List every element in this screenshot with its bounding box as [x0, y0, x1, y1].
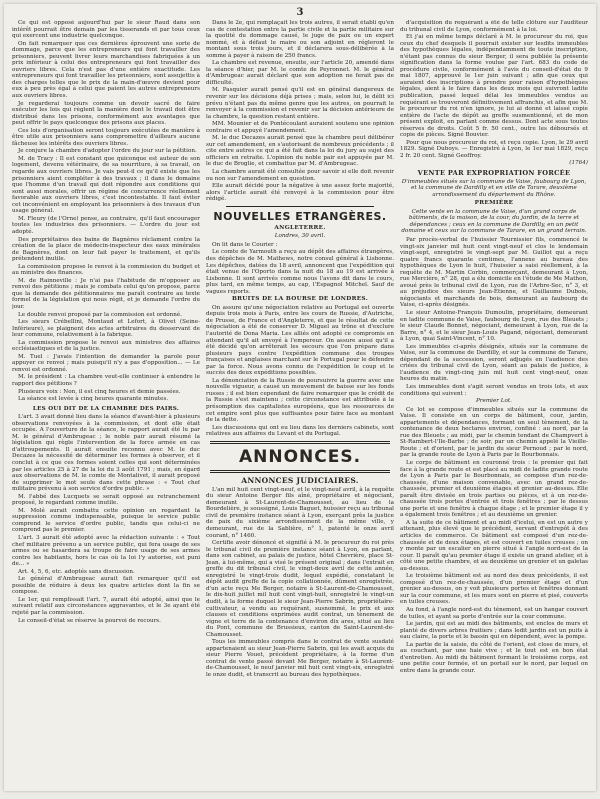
article-paragraph: La chambre est revenue, ensuite, sur l'article 20, amendé dans la séance d'hier, par M. le comte de Peyronnet. M. le général d'Ambrugeac aurait déclaré que son adoption ne ferait pas de difficulté. — [206, 60, 394, 86]
article-paragraph: M. de Rainneville : Je n'ai pas l'habitude de m'opposer au renvoi des pétitions ; mais je combats celui qu'on propose, parce que la demande des pétitionnaires me paraît contraire au texte formel de la législation qui nous régit, et je demande l'ordre du jour. — [12, 277, 200, 310]
article-paragraph: Art. 4, 5, 6, etc. adoptés sans discussion. — [18, 568, 135, 575]
article-paragraph: Des propriétaires des bains de Bagnères réclament contre la création de la place de médecin-inspecteur des eaux minérales de Bagnères, dont on leur fait payer le traitement, et qu'ils prétendent inutile. — [12, 236, 200, 263]
reference-number: (1764) — [569, 160, 588, 167]
column-2-paragraphs-2 — [206, 242, 394, 295]
column-2-paragraphs — [206, 20, 394, 203]
article-paragraph: On lit dans le Courier : — [212, 241, 278, 248]
subhead-bourse-londres: BRUITS DE LA BOURSE DE LONDRES. — [231, 296, 369, 303]
article-paragraph: Elle aurait décidé pour la négative à une assez forte majorité, alors l'article aurait été renvoyé à la commission pour être rédigé. — [206, 183, 394, 203]
announcement-paragraph: La partie de la saisie, du côté de l'orient, est close de murs, et au couchant, par une haie vive ; et le tout est en bon état d'entretien. Au midi du bâtiment formant le troisième corps, est une petite cour fermée, et un portail sur le nord, par lequel on entre dans la grande cour. — [400, 641, 588, 674]
column-2-paragraphs-4 — [206, 487, 394, 679]
headline-nouvelles-etrangeres: NOUVELLES ETRANGÈRES. — [213, 209, 387, 223]
divider — [226, 206, 374, 207]
announcement-paragraph: d'acquisition du requérant a été de telle clôture sur l'auditeur du tribunal civil de Lyon, conformément à la loi. — [400, 20, 588, 33]
column-3-paragraphs-3 — [400, 407, 588, 675]
dateline-londres: Londres, 30 avril. — [274, 233, 326, 240]
article-paragraph: M. Molé aurait combattu cette opinion en regardant la suppression comme indispensable, puisque le service public comprend le service d'ordre public, tandis que celui-ci ne comprend pas le premier. — [12, 507, 200, 534]
section-title-chambre-des-pairs: LES OUI DIT DE LA CHAMBRE DES PAIRS. — [32, 405, 180, 412]
announcement-paragraph: Par procès-verbal de l'huissier Tournissier fils, commencé le vingt-six janvier mil huit cent vingt-neuf et clos le lendemain vingt-sept, enregistré le vingt-sept par M. Guillot qui a reçu quatre francs quarante centimes, l'annexe au bureau des hypothèques de Lyon le huit, l'huissier a saisi réellement, à la requête de M. Martin Corbin, commerçant, demeurant à Lyon, rue Mercière, n° 28, qui a élu domicile en l'étude de Me Mathon, avoué près le tribunal civil de Lyon, rue de l'Arbre-Sec, n° 3, et au préjudice des sieurs Jean-Étienne, et Guillaume Dubois, négociants et marchands de bois, demeurant au faubourg de Vaise, ci-après désignés. — [400, 236, 588, 309]
subhead-immeubles: D'immeubles situés sur la commune de Vaise, faubourg de Lyon, et la commune de Dardilly et en ville de Tarare, deuxième arrondissement du département du Rhône. — [401, 178, 587, 198]
article-paragraph: M. le duc Decazes aurait pensé que la chambre peut délibérer sur cet amendement, en s'autorisant de nombreux précédents ; il cite entre autres ce qui a été fait dans la loi du jury au sujet des officiers en retraite. L'opinion du noble pair est appuyée par M. le duc de Broglie, et combattue par M. d'Ambrugeac. — [206, 135, 394, 168]
article-paragraph: Je regarderai toujours comme un devoir sacré de faire exécuter les lois qui règlent la manière dont le travail doit être distribué dans les prisons, conformément aux avantages que peut offrir le pays quelconque des prisons aux places. — [12, 100, 200, 127]
column-3 — [400, 20, 588, 785]
article-paragraph: La séance est levée à cinq heures quarante minutes. — [18, 396, 169, 403]
article-paragraph: MM. Mounier et de Pontécoulant auraient soutenu une opinion contraire et appuyé l'amendement. — [206, 121, 394, 134]
article-paragraph: Plusieurs voix : Non, il est cinq heures et demie passées. — [18, 388, 181, 395]
article-paragraph: On assure qu'une négociation relative au Portugal est ouverte depuis trois mois à Paris, entre les cours de Russie, d'Autriche, de Prusse, de France et d'Angleterre, et que le résultat de cette négociation a été de conserver D. Miguel au trône et d'exclure l'autorité de Dona Maria. Les alliés ont adopté ce compromis en attendant qu'il ait envoyé à l'empereur. On assure aussi qu'il a été décidé qu'on arrêterait les secours que l'on prépare dans plusieurs pays contre l'expédition commune des troupes françaises et anglaises marchant sur le Portugal pour le défendre par la force. Nous avons connu de l'expédition le coup et le succès des deux expéditions possibles. — [206, 304, 394, 377]
announcement-paragraph: Les immeubles ci-après désignés, situés sur la commune de Vaise, sur la commune de Dardilly, et sur la commune de Tarare, dépendant de la succession, seront adjugés en l'audience des criées du tribunal civil de Lyon, séant au palais de justice, à l'audience du vingt-cinq juin mil huit cent vingt-neuf, onze heures du matin. — [400, 343, 588, 383]
announcement-paragraph: L'an mil huit cent vingt-neuf, et le vingt-neuf avril, à la requête du sieur Antoine Berger fils aîné, propriétaire et négociant, demeurant à St-Laurent-de-Chamousset, au lieu de la Bourdelière, je soussigné, Louis Baguet, huissier reçu au tribunal civil de première instance séant à Lyon, exerçant près la justice de paix du sixième arrondissement de la même ville, y demeurant, rue de la Sablière, n° 1, patenté le onze avril courant, n° 1460. — [206, 486, 394, 539]
column-3-paragraphs-2 — [400, 237, 588, 397]
article-paragraph: M. Pasquier aurait pensé qu'il est en général dangereux de revenir sur les décisions déjà prises ; mais, selon lui, le délit ici prévu n'étant pas du même genre que les autres, on pourrait le renvoyer à la commission et revenir sur la décision antérieure de la chambre, la question restant entière. — [206, 87, 394, 120]
article-paragraph: Le conseil-d'état se réserve la pourvoi de recours. — [18, 617, 161, 624]
article-paragraph: La chambre aurait été consultée pour savoir si elle doit revenir ou non sur l'amendement en question. — [206, 169, 394, 182]
column-3-paragraphs — [400, 20, 588, 159]
article-paragraph: Le général d'Ambrugeac aurait fait remarquer qu'il est possible de réduire à deux les quatre articles dont la fin se compose. — [12, 576, 200, 596]
article-paragraph: Ces lois d'organisation seront toujours exécutées de manière à être utile aux prisonniers sans compromettre d'ailleurs aucune fâcheuse les intérêts des ouvriers libres. — [12, 127, 200, 147]
article-paragraph: M. le président : La chambre veut-elle continuer à entendre le rapport des pétitions ? — [12, 374, 200, 387]
article-paragraph: Le comte de Yarmouth a reçu au dépôt des affaires étrangères, des dépêches de M. Mathews, notre consul général à Lisbonne. Les dépêches, datées du 18 avril, annoncent que l'expédition qui était venue de l'Oporto dans la nuit du 18 au 19 est arrivée à Lisbonne. Il sont arrivés comme nous l'avons dit dans le cours, plus tard, en même temps, au cap, l'Espagnol Mitchel. Sauf de vagues reports. — [206, 249, 394, 295]
article-paragraph: M. Tuel : J'avais l'intention de demander la parole pour appuyer ce renvoi ; mais puisqu'il n'y a pas d'opposition... — Le renvoi est ordonné. — [12, 353, 200, 373]
announcement-paragraph: Le sieur Antoine-François Dumoulin, propriétaire, demeurant en ladite commune de Vaise, faubourg de Lyon, rue des Bleuets ; le sieur Claude Bonnet, négociant, demeurant à Lyon, rue de la Barre, n° 4, et le sieur Jean-Louis Pagand, négociant, demeurant à Lyon, quai Saint-Vincent, n° 10. — [400, 309, 588, 343]
column-1-paragraphs — [12, 20, 200, 403]
announcement-paragraph: Au fond, à l'angle nord-est du ténement, est un hangar couvert de tuiles, et ayant sa porte d'entrée sur la cour commune. — [400, 607, 588, 620]
column-1 — [12, 20, 200, 785]
column-1-paragraphs-2 — [12, 414, 200, 624]
subhead-vente-description: Cette vente en la commune de Vaise, d'un grand corps de bâtiments, de la maison, de la cour, du jardin, de la terre et dépendances ; ceux en la commune de Dardilly, en un petit domaine et ceux sur la commune de Tarare, en un grand terrain. — [401, 208, 587, 235]
column-2-paragraphs-3 — [206, 305, 394, 438]
subhead-angleterre: ANGLETERRE. — [274, 224, 326, 231]
announcement-paragraph: Ce lot se compose d'immeubles situés sur la commune de Vaise. Il consiste en un corps de bâtiment, cour, jardin, appartements et dépendances, formant un seul tènement, de la contenance de deux hectares environ, confiné : au nord, par la rue des Bleuets ; au midi, par le chemin tendant de Champvert à St-Rambert-l'Ile-Barbe ; de soir, par un chemin appelé la Vieille-Route ; et d'orient, par le jardin du sieur Pernoud ; par le nord, par la grande route de Lyon à Paris par le Bourbonnais. — [400, 406, 588, 459]
article-paragraph: L'art. 3 avait donné lieu dans la séance d'avant-hier à plusieurs observations renvoyées à la commission, et dont elle était occupée. A l'ouverture de la séance, le rapport aurait été lu par M. le général d'Ambrugeac ; le noble pair aurait résumé la législation qui règle l'intervention de la force armée en cas d'attroupements. Il aurait ensuite reconnu avec M. le duc Decazes la nécessité de déterminer les formes à observer, et il conclut à ce que ces formes soient celles qui sont déterminées par les articles 25 à 27 de la loi du 3 août 1791 ; mais, en égard aux observations de M. le comte de Montalivet, il aurait proposé de supprimer le mot seule dans cette phrase : « Tout chef militaire prévenu à son service d'ordre public. » — [12, 414, 200, 493]
headline-vente-expropriation: VENTE PAR EXPROPRIATION FORCÉE — [417, 169, 571, 178]
announcement-paragraph: Certifie avoir dénoncé et signifié à M. le procureur du roi près le tribunal civil de première instance séant à Lyon, en parlant, dans son cabinet, au palais de justice, hôtel Chevrière, place St-Jean, à lui-même, qui a visé le présent original ; dans l'extrait en greffe du dit tribunal civil, le vingt-deux avril de cette année, enregistré le vingt-trois dudit, lequel expédié, constatant le dépôt audit greffe de la copie collationnée, dûment enregistrée, d'un acte reçu Me Berger, notaire à St-Laurent-de-Chamousset, le dix-huit juillet mil huit cent vingt-huit, enregistré le vingt-un dudit, à la forme duquel le sieur Jean-Pierre Sabrin, propriétaire-cultivateur, a vendu au requérant, susnommé, le prix et aux clauses et conditions exprimées audit contrat, un tènement de vigne et terre de la contenance d'environ dix ares, situé au lieu du Pont, commune de Brussieux, canton de Saint-Laurent-de-Chamousset. — [206, 540, 394, 638]
divider-double — [210, 441, 390, 444]
announcement-paragraph: Pour que nous procureur du roi, et reçu copie. Lyon, le 29 avril 1829. Signé Duboys. — Enregistré à Lyon, le 1er mai 1829, reçu 2 fr. 20 cent. Signé Geoffroy. — [400, 139, 588, 159]
headline-annonces: ANNONCES. — [238, 446, 362, 467]
label-premier-lot: Premier Lot. — [476, 398, 512, 405]
announcement-paragraph: Les immeubles dont s'agit seront vendus en trois lots, et aux conditions qui suivent : — [400, 383, 588, 397]
headline-annonces-judiciaires: ANNONCES JUDICIAIRES. — [241, 475, 359, 485]
announcement-paragraph: Le jardin, qui est au midi des bâtiments, est enclos de murs et planté de divers arbres fruitiers ; dans ledit jardin est un puits à eau claire, la porte et le bassin qui en dépendent, avec la pompe. — [400, 621, 588, 641]
newspaper-page — [4, 4, 596, 791]
article-paragraph: M. Fleury (de l'Orne) pense, au contraire, qu'il faut encourager toutes les industries des prisonniers. — L'ordre du jour est adopté. — [12, 215, 200, 235]
article-paragraph: Le double renvoi proposé par la commission est ordonné. — [18, 311, 183, 318]
article-paragraph: La commission propose le renvoi à la commission du budget et au ministre des finances. — [12, 263, 200, 277]
divider-double-2 — [210, 470, 390, 473]
article-paragraph: La dénonciation de la Russie de poursuivre la guerre avec une nouvelle vigueur, a causé un mouvement de baisse sur les fonds russes ; il est bien cependant de faire remarquer que le crédit de la Russie s'est maintenu ; cette circonstance est attribuée à la présomption des capitalistes européens, que les ressources de cet empire sont plus que suffisantes pour faire face au montant de la dette. — [206, 377, 394, 424]
article-paragraph: La commission propose le renvoi aux ministres des affaires ecclésiastiques et de la justice. — [12, 339, 200, 353]
announcement-paragraph: Et j'ai en même temps déclaré à M. le procureur du roi, que ceux du chef desquels il pourrait exister sur lesdits immeubles des hypothèques légales, indépendamment de toute inscription, n'étant pas connus du sieur Berger, il sera publiée la présente signification dans la forme voulue par l'art. 683 du code de procédure civile, conformément à l'avis du conseil-d'état du 9 mai 1807, approuvé le 1er juin suivant ; afin que ceux qui auraient des inscriptions à prendre pour raison d'hypothèques légales, aient à le faire dans les deux mois qui suivront ladite publication, passé lequel délai les immeubles vendus au requérant se trouveront définitivement affranchis, et afin que M. le procureur du roi n'en ignore, je lui ai donné et laissé copie entière de l'acte de dépôt au greffe susmentionné, et de mon présent exploit, en parlant comme dessus. Dont acte sous toutes réserves de droits. Coût 5 fr. 50 cent., outre les déboursés et copie de pièces. Signé Bouvier. — [400, 34, 588, 139]
announcement-paragraph: A la suite de ce bâtiment et au midi d'icelui, en est un autre y attenant, plus élevé que le précédent, servant d'entrepôt à des articles de commerce. Ce bâtiment est composé d'un rez-de-chaussée et de deux étages, et est couvert en tuiles creuses ; on y monte par un escalier en pierre situé à l'angle nord-est de la cour. Il paraît qu'au premier étage il existe un grand atelier, et à côté une petite chambre, et au deuxième un grenier et un galetas au-dessus. — [400, 519, 588, 572]
article-paragraph: L'art. 3 aurait été adopté avec la rédaction suivante : « Tout chef militaire prévenu a un service public, qui fera usage de ses armes ou se hasardera sa troupe de faire usage de ses armes contre les habitants, hors le cas où la loi l'y autorise, est puni de... » — [12, 535, 200, 568]
article-paragraph: Je conjure la chambre d'adopter l'ordre du jour sur la pétition. — [18, 148, 197, 155]
article-paragraph: M. l'abbé des Lucquets se serait opposé au retranchement proposé, le regardant comme inutile. — [12, 493, 200, 507]
article-paragraph: M. de Tracy : Il est constant que quiconque est auteur de son logement, devenu vétérinaire, de sa nourriture, à sa travail, on regarde aux ouvriers libres. Je vais peut-il ce qu'il existe que les prisonniers aient compléter à des travaux ; il dans le domaine que l'homme d'un travail qui doit répondre aux conditions qui sont aussi morales, offrir un régime de concurrence réellement favorable aux ouvriers libres, c'est incontestable. Il faut éviter cet inconvénient en employant les prisonniers à des travaux d'un usage général. — [12, 155, 200, 215]
announcement-paragraph: Le corps de bâtiment en couronné trois : le premier qui fait face à la grande route et est placé au midi de ladite grande route de Lyon à Paris par le Bourbonnais, se compose d'un rez-de-chaussée, d'une maison convenable, avec un grand rez-de-chaussée, premier et deuxième étages et grenier au-dessus. Elle paraît être divisée en trois parties ou pièces, et à un rez-de-chaussée trois portes d'entrée et trois fenêtres ; par le dessus une porte et une fenêtre à chaque étage ; et le premier étage il y a également trois fenêtres ; et au deuxième un grenier. — [400, 460, 588, 519]
label-premiere: PREMIÈRE — [474, 200, 514, 207]
article-paragraph: Ce qui est opposé aujourd'hui par le sieur Raud dans son intérêt pourrait être demain par les tisserands et par tous ceux qui exercent une industrie quelconque. — [12, 20, 200, 40]
article-paragraph: Les discussions qui ont eu lieu dans les derniers cabinets, sont relatives aux affaires du Levant et du Portugal. — [206, 424, 394, 438]
announcement-paragraph: Le troisième bâtiment est au nord des deux précédents, il est composé d'un rez-de-chaussée, d'un premier étage et d'un grenier au-dessus, on y voit plusieurs portes et fenêtres donnant sur la cour commune, et les murs sont en pierre et pisé, couverts en tuiles creuses. — [400, 573, 588, 606]
article-paragraph: Le 1er, qui remplissait l'art. 7, aurait été adopté, ainsi que le suivant relatif aux circonstances aggravantes, et le 3e ayant été rejeté par la commission. — [12, 596, 200, 617]
article-paragraph: On fait remarquer que ces dernières éprouvent une sorte de dommage, parce que les entrepreneurs qui font travailler des prisonniers, peuvent livrer leurs marchandises fabriquées à un prix inférieur à celui des entrepreneurs qui font travailler des ouvriers libres. Cela n'est pas d'une entière exactitude. Les entrepreneurs qui font travailler les prisonniers, sont assujettis à des charges telles que le prix de la main-d'œuvre devient pour eux à peu près égal à celui que paient les autres entrepreneurs aux ouvriers libres. — [12, 40, 200, 100]
article-paragraph: Les sieurs Crébellini, Montaud et Lefort, à Olivet (Seine-Inférieure), se plaignent des actes arbitraires du desservant de leur commune, relativement à la fabrique. — [12, 319, 200, 339]
column-2 — [206, 20, 394, 785]
announcement-paragraph: Tous les immeubles compris dans le contrat de vente susdaté appartenaient au sieur Jean-Pierre Sabrin, qui les avait acquis du sieur Pierre Vouet, précédent propriétaire, à la forme d'un contrat de vente passé devant Me Berger, notaire à St-Laurent-de-Chamousset, le neuf janvier mil huit cent vingt-six, enregistré le onze dudit, et transcrit au bureau des hypothèques. — [206, 639, 394, 679]
article-paragraph: Dans le 2e, qui remplaçait les trois autres, il serait établi qu'en cas de contestation entre la partie civile et la partie militaire sur la quotité du dommage causé, le juge de paix ou un expert nommé, et à défaut le maire ou son adjoint en régleront le montant sous trois jours, et il déclarera sous-délibérée à la somme à payer à raison de 250 francs. — [206, 20, 394, 59]
page-number: 3 — [296, 7, 304, 18]
